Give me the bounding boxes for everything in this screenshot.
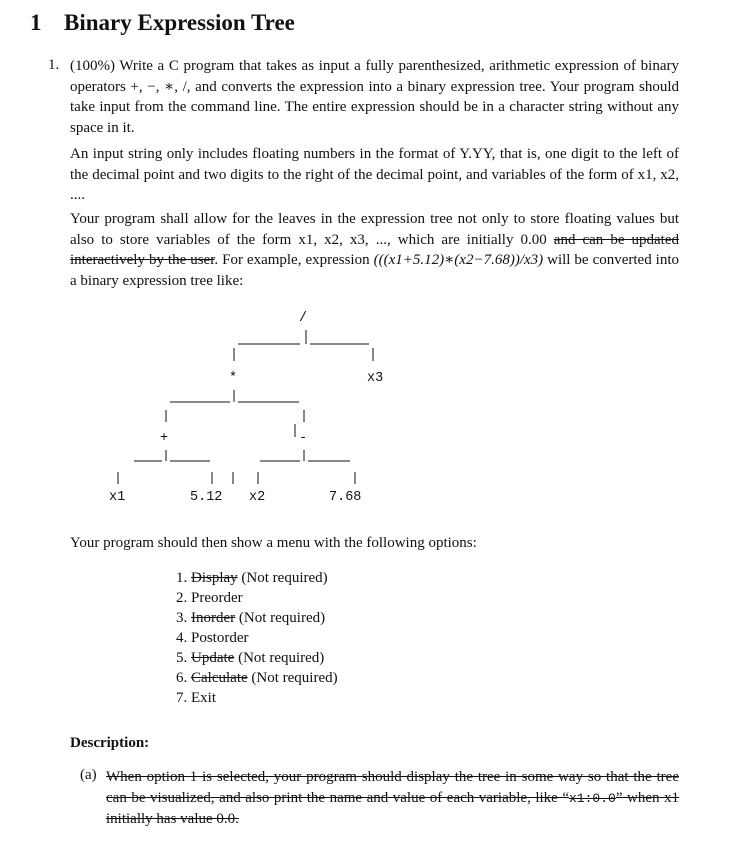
struck-text-update: and can be updated interactively by the user xyxy=(70,231,679,268)
tree-leaf-x1: x1 xyxy=(109,490,126,505)
example-expression: (((x1+5.12)∗(x2−7.68))/x3) xyxy=(373,252,544,268)
menu-option: 7. Exit xyxy=(176,690,216,706)
menu-option: 6. Calculate (Not required) xyxy=(176,670,338,686)
tree-leaf-x2: x2 xyxy=(249,490,266,505)
tree-root-divide: / xyxy=(299,311,308,326)
menu-option-struck: Calculate xyxy=(191,670,248,686)
paragraph-variables-example: . For example, expression xyxy=(214,252,370,268)
section-number: 1 xyxy=(30,10,42,35)
tree-leaf-x3: x3 xyxy=(367,371,384,386)
section-title xyxy=(30,10,295,36)
menu-option: 3. Inorder (Not required) xyxy=(176,610,326,626)
tree-leaf-5-12: 5.12 xyxy=(190,490,223,505)
paragraph-variables-text: Your program shall allow for the leaves in the expression tree not only to store floating values but also to store variables of the form x1, x2, x3, ..., which are initially 0.00 xyxy=(70,211,679,248)
menu-option: 5. Update (Not required) xyxy=(176,650,325,666)
item-weight: (100%) xyxy=(70,58,115,74)
section-title-text: Binary Expression Tree xyxy=(64,10,295,35)
paragraph-variables-tail: will be converted into a binary expression tree like: xyxy=(70,252,680,289)
menu-option-struck: Display xyxy=(191,570,238,586)
description-heading: Description: xyxy=(70,735,150,751)
tree-node-subtract: - xyxy=(299,431,308,446)
item-number: 1. xyxy=(48,57,60,73)
menu-option: 1. Display (Not required) xyxy=(176,570,328,586)
tree-leaf-7-68: 7.68 xyxy=(329,490,362,505)
menu-options-list xyxy=(176,568,338,708)
paragraph-task-text: Write a C program that takes as input a fully parenthesized, arithmetic expression of binary operators +, −, ∗, /, and converts the expression into a binary expression tree. Your program should take input from the command line. The entire expression should be in a character string without any space in it. xyxy=(70,58,679,136)
paragraph-variables xyxy=(70,209,679,291)
paragraph-input-format: An input string only includes floating numbers in the format of Y.YY, that is, one digit to the left of the decimal point and two digits to the right of the decimal point, and variables of the form of x1, x2, .... xyxy=(70,146,679,203)
code-sample: x1:0.0 xyxy=(569,791,616,806)
description-item-a: When option 1 is selected, your program should display the tree in some way so that the tree can be visualized, and also print the name and value of each variable, like “x1:0.0” when x1 initially has value 0.0. xyxy=(106,769,679,827)
tree-node-add: + xyxy=(160,431,169,446)
menu-option-struck: Update xyxy=(191,650,235,666)
menu-option: 2. Preorder xyxy=(176,590,243,606)
menu-option-struck: Inorder xyxy=(191,610,236,626)
tree-node-multiply: * xyxy=(229,371,238,386)
description-item-label: (a) xyxy=(80,767,97,783)
menu-option: 4. Postorder xyxy=(176,630,249,646)
paragraph-task xyxy=(70,56,679,138)
paragraph-menu-intro: Your program should then show a menu with the following options: xyxy=(70,535,477,551)
